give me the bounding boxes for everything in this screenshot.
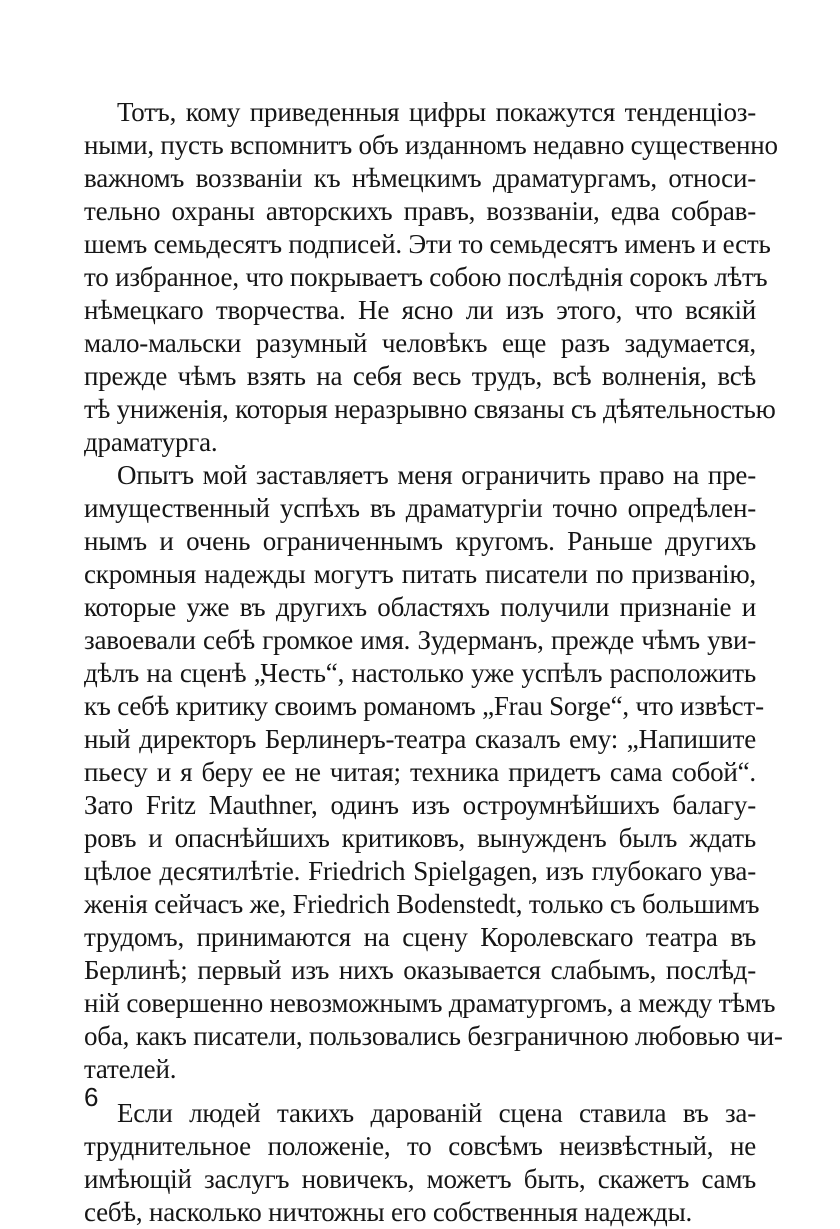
text-line: имущественный успѣхъ въ драматургіи точно опредѣлен- xyxy=(84,493,756,523)
text-line: цѣлое десятилѣтіе. Friedrich Spielgagen, изъ глубокаго ува- xyxy=(84,856,756,886)
text-line: ными, пусть вспомнитъ объ изданномъ недавно существенно xyxy=(84,130,778,160)
paragraph-3 xyxy=(84,1097,756,1229)
text-line: себѣ, насколько ничтожны его собственныя надежды. xyxy=(84,1197,693,1227)
text-line: трудомъ, принимаются на сцену Королевскаго театра въ xyxy=(84,922,756,952)
text-line: труднительное положеніе, то совсѣмъ неизвѣстный, не xyxy=(84,1131,756,1161)
text-line: которые уже въ другихъ областяхъ получили признаніе и xyxy=(84,592,756,622)
text-line: пьесу и я беру ее не читая; техника придетъ сама собой“. xyxy=(84,757,756,787)
text-line: мало-мальски разумный человѣкъ еще разъ задумается, xyxy=(84,328,756,358)
text-line: къ себѣ критику своимъ романомъ „Frau Sorge“, что извѣст- xyxy=(84,691,764,721)
text-line: ровъ и опаснѣйшихъ критиковъ, вынужденъ былъ ждать xyxy=(84,823,756,853)
paragraph-gap xyxy=(84,1086,756,1097)
text-line: драматурга. xyxy=(84,427,218,457)
text-line: шемъ семьдесятъ подписей. Эти то семьдесятъ именъ и есть xyxy=(84,229,771,259)
text-line: тѣ униженія, которыя неразрывно связаны съ дѣятельностью xyxy=(84,394,776,424)
text-line: нѣмецкаго творчества. Не ясно ли изъ этого, что всякій xyxy=(84,295,756,325)
page-body xyxy=(84,96,783,1229)
text-line: Опытъ мой заставляетъ меня ограничить право на пре- xyxy=(117,460,756,490)
text-line: оба, какъ писатели, пользовались безграничною любовью чи- xyxy=(84,1021,783,1051)
text-line: Берлинѣ; первый изъ нихъ оказывается слабымъ, послѣд- xyxy=(84,955,756,985)
text-line: имѣющій заслугъ новичекъ, можетъ быть, скажетъ самъ xyxy=(84,1164,756,1194)
paragraph-1 xyxy=(84,96,778,459)
text-line: ный директоръ Берлинеръ-театра сказалъ ему: „Напишите xyxy=(84,724,756,754)
text-line: женія сейчасъ же, Friedrich Bodenstedt, только съ большимъ xyxy=(84,889,760,919)
text-line: нымъ и очень ограниченнымъ кругомъ. Раньше другихъ xyxy=(84,526,756,556)
text-line: важномъ воззваніи къ нѣмецкимъ драматургамъ, относи- xyxy=(84,163,756,193)
page-number: 6 xyxy=(84,1082,99,1112)
text-line: Зато Fritz Mauthner, одинъ изъ остроумнѣйшихъ балагу- xyxy=(84,790,756,820)
text-line: дѣлъ на сценѣ „Честь“, настолько уже успѣлъ расположить xyxy=(84,658,756,688)
paragraph-2 xyxy=(84,459,783,1086)
text-line: завоевали себѣ громкое имя. Зудерманъ, прежде чѣмъ уви- xyxy=(84,625,756,655)
text-line: тельно охраны авторскихъ правъ, воззваніи, едва собрав- xyxy=(84,196,756,226)
text-line: Если людей такихъ дарованій сцена ставила въ за- xyxy=(117,1098,756,1128)
text-line: то избранное, что покрываетъ собою послѣднія сорокъ лѣтъ xyxy=(84,262,768,292)
text-line: тателей. xyxy=(84,1054,177,1084)
text-line: скромныя надежды могутъ питать писатели по призванію, xyxy=(84,559,756,589)
text-line: ній совершенно невозможнымъ драматургомъ, а между тѣмъ xyxy=(84,988,776,1018)
text-line: прежде чѣмъ взять на себя весь трудъ, всѣ волненія, всѣ xyxy=(84,361,756,391)
text-line: Тотъ, кому приведенныя цифры покажутся тенденціоз- xyxy=(117,97,756,127)
